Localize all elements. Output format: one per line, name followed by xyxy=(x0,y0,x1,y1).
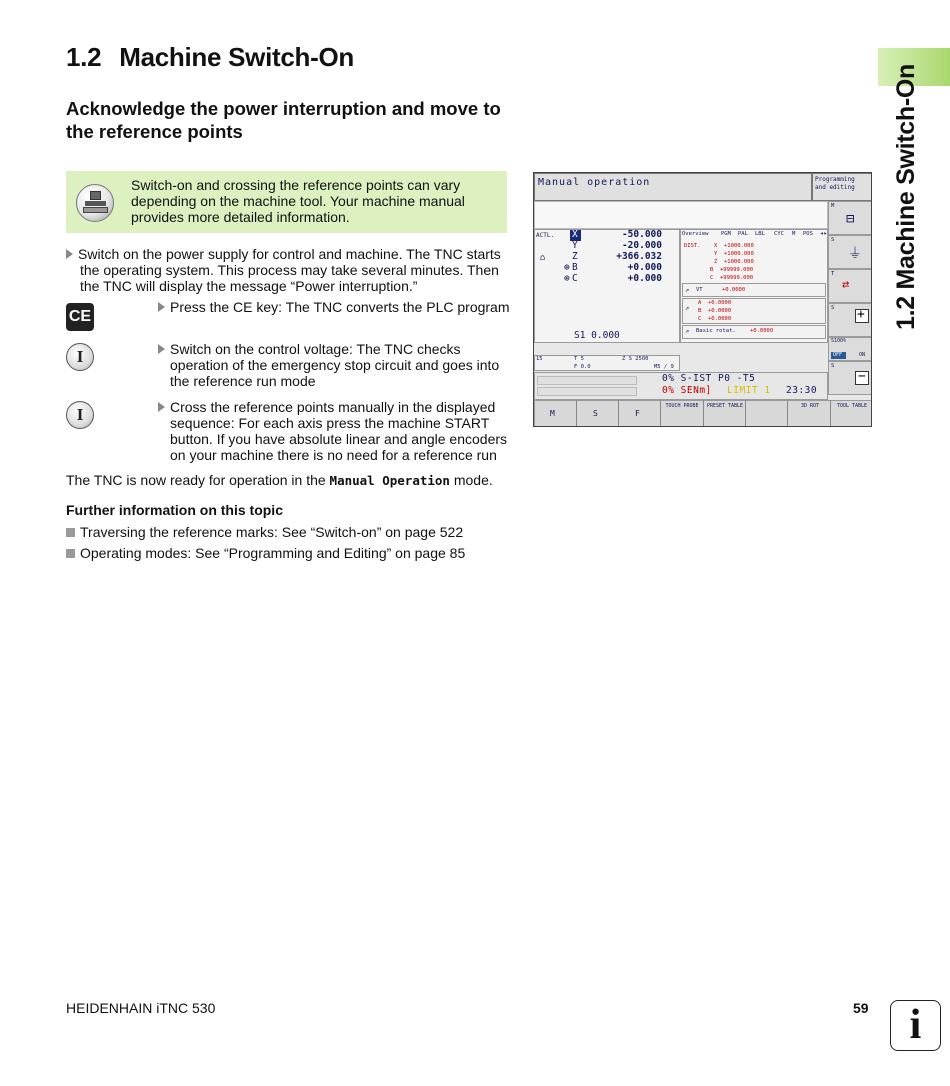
machine-start-key-icon: I xyxy=(66,401,94,429)
softkey-m[interactable]: M xyxy=(550,409,555,418)
rot-axis: C xyxy=(698,316,702,322)
softkey-s[interactable]: S xyxy=(593,409,598,418)
machine-note-text: Switch-on and crossing the reference points can vary depending on the machine tool. Your machine manual provides more detailed information. xyxy=(131,177,465,225)
basic-rotation-icon: ⇗ xyxy=(685,327,690,335)
dist-axis: B xyxy=(710,267,714,273)
rot-value: +0.0000 xyxy=(708,308,732,314)
status-f: F 0.0 xyxy=(574,364,591,370)
tab-pos[interactable]: POS xyxy=(803,231,813,237)
right-key-s100[interactable]: S100% xyxy=(831,338,847,344)
bullet-square-icon xyxy=(66,528,75,537)
axis-name: Y xyxy=(572,240,578,251)
vt-icon: ⇗ xyxy=(685,286,690,294)
dist-value: +1000.000 xyxy=(724,259,754,265)
minus-icon[interactable]: − xyxy=(858,369,866,384)
screen-actl: ACTL. xyxy=(536,232,555,239)
dist-axis: Z xyxy=(714,259,718,265)
right-key-s-plus[interactable]: S xyxy=(831,305,835,311)
screen-mode2-line2: and editing xyxy=(815,184,855,191)
softkey-3d-rot[interactable]: 3D ROT xyxy=(800,403,820,409)
machine-tool-icon xyxy=(76,184,114,222)
list-item-text: Traversing the reference marks: See “Switch-on” on page 522 xyxy=(80,524,464,540)
axis-value: +366.032 xyxy=(616,251,662,262)
axis-value: -20.000 xyxy=(621,240,662,251)
control-voltage-key-icon: I xyxy=(66,343,94,371)
step-reference-points xyxy=(158,399,510,463)
arrow-icon xyxy=(158,402,165,412)
dist-axis: Y xyxy=(714,251,718,257)
dist-value: +1000.000 xyxy=(724,251,754,257)
axis-name: B xyxy=(572,262,578,273)
dist-value: +99999.000 xyxy=(720,275,754,281)
rot-axis: A xyxy=(698,300,702,306)
ce-key-icon: CE xyxy=(66,303,94,331)
ready-suffix: mode. xyxy=(453,472,493,488)
rot-value: +0.0000 xyxy=(708,316,732,322)
status-z: Z S 2500 xyxy=(622,356,649,362)
ready-paragraph xyxy=(66,472,526,489)
tnc-screen-screenshot xyxy=(533,172,872,427)
step-text: Press the CE key: The TNC converts the PLC program xyxy=(170,299,510,315)
right-key-s[interactable]: S xyxy=(831,237,835,243)
step-text: Switch on the control voltage: The TNC checks operation of the emergency stop circuit and goes into the reference run mode xyxy=(170,341,500,389)
basic-rot-value: +0.0000 xyxy=(750,328,774,334)
feed-off[interactable]: OFF xyxy=(833,352,843,358)
status-clock: 23:30 xyxy=(786,385,818,396)
subheading: Acknowledge the power interruption and move to the reference points xyxy=(66,98,501,142)
spindle-readout: S1 0.000 xyxy=(574,330,620,341)
status-ms: M5 / 9 xyxy=(654,364,674,370)
status-line1: 0% S-IST P0 -T5 xyxy=(662,373,756,384)
tab-overview[interactable]: Overview xyxy=(682,231,709,237)
right-key-t[interactable]: T xyxy=(831,271,835,277)
step-control-voltage xyxy=(158,341,510,389)
vt-label: VT xyxy=(696,287,703,293)
tool-change-icon: ⇄ xyxy=(842,277,850,291)
page-number: 59 xyxy=(853,1000,869,1016)
dist-value: +99999.000 xyxy=(720,267,754,273)
ready-mode: Manual Operation xyxy=(329,473,450,488)
tab-m[interactable]: M xyxy=(792,231,796,237)
tab-scroll-icon[interactable]: ◂▸ xyxy=(820,230,828,237)
dist-label: DIST. xyxy=(684,243,701,249)
list-item xyxy=(66,524,526,540)
screen-mode: Manual operation xyxy=(538,177,651,188)
axis-value: +0.000 xyxy=(627,273,662,284)
axis-value: +0.000 xyxy=(627,262,662,273)
dist-axis: X xyxy=(714,243,718,249)
feed-on[interactable]: ON xyxy=(859,352,866,358)
bullet-square-icon xyxy=(66,549,75,558)
rot-axis: B xyxy=(698,308,702,314)
tab-lbl[interactable]: LBL xyxy=(755,231,765,237)
section-heading xyxy=(66,42,354,73)
intro-paragraph xyxy=(66,246,511,294)
tab-pal[interactable]: PAL xyxy=(738,231,748,237)
machine-icon: ⊟ xyxy=(846,211,855,227)
step-ce xyxy=(158,299,510,315)
status-t: T 5 xyxy=(574,356,584,362)
right-key-m[interactable]: M xyxy=(831,203,835,209)
axis-name: X xyxy=(572,229,578,240)
axis-marker-icon: ⊕ xyxy=(564,262,570,273)
arrow-icon xyxy=(158,344,165,354)
softkey-tool-table[interactable]: TOOL TABLE xyxy=(836,403,868,409)
tab-cyc[interactable]: CYC xyxy=(774,231,784,237)
softkey-preset-table[interactable]: PRESET TABLE xyxy=(706,403,744,409)
spindle-icon: ⏚ xyxy=(848,246,862,262)
status-limit: LIMIT 1 xyxy=(727,385,771,396)
dist-value: +1000.000 xyxy=(724,243,754,249)
softkey-f[interactable]: F xyxy=(635,409,640,418)
section-title: Machine Switch-On xyxy=(119,42,354,72)
arrow-icon xyxy=(158,302,165,312)
info-icon: i xyxy=(890,1000,941,1051)
ready-prefix: The TNC is now ready for operation in the xyxy=(66,472,326,488)
status-left: 15 xyxy=(536,356,543,362)
further-info-heading: Further information on this topic xyxy=(66,502,283,518)
axis-marker-icon: ⊕ xyxy=(564,273,570,284)
screen-mode2-line1: Programming xyxy=(815,176,855,183)
dist-axis: C xyxy=(710,275,714,281)
list-item-text: Operating modes: See “Programming and Editing” on page 85 xyxy=(80,545,466,561)
status-line2-a: 0% SENm] xyxy=(662,385,712,396)
axis-name: Z xyxy=(572,251,578,262)
rotation-icon: ⇗ xyxy=(685,304,690,312)
section-number: 1.2 xyxy=(66,42,102,72)
intro-text: Switch on the power supply for control and machine. The TNC starts the operating system. This process may take several minutes. Then the TNC will display the message “Power interruption.” xyxy=(78,246,501,294)
softkey-touch-probe[interactable]: TOUCH PROBE xyxy=(665,403,699,409)
basic-rot-label: Basic rotat. xyxy=(696,328,736,334)
axis-name: C xyxy=(572,273,578,284)
plus-icon[interactable]: + xyxy=(857,307,865,322)
tab-pgm[interactable]: PGM xyxy=(721,231,731,237)
list-item xyxy=(66,545,526,561)
axis-value: -50.000 xyxy=(621,229,662,240)
footer-product: HEIDENHAIN iTNC 530 xyxy=(66,1000,216,1016)
arrow-icon xyxy=(66,249,73,259)
right-key-s-minus[interactable]: S xyxy=(831,363,835,369)
screen-tool-icon: ⌂ xyxy=(540,253,546,263)
side-tab-title: 1.2 Machine Switch-On xyxy=(892,64,920,330)
vt-value: +0.0000 xyxy=(722,287,746,293)
step-text: Cross the reference points manually in the displayed sequence: For each axis press the machine START button. If you have absolute linear and angle encoders on your machine there is no need for a reference run xyxy=(170,399,508,463)
rot-value: +0.0000 xyxy=(708,300,732,306)
